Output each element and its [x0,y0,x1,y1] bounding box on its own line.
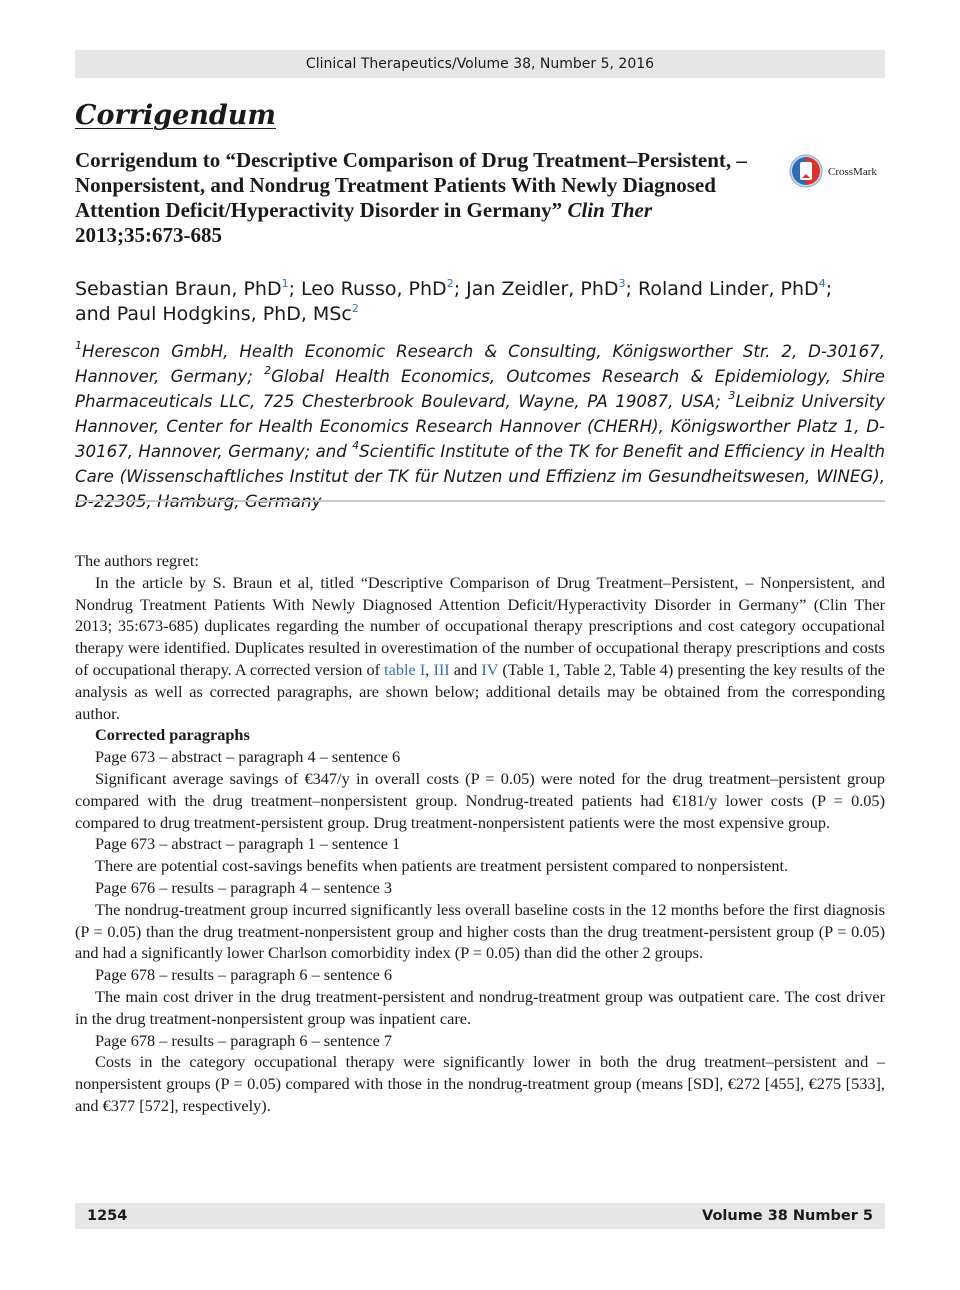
journal-header-bar [75,50,885,78]
crossmark-label: CrossMark [828,166,877,178]
author-list: Sebastian Braun, PhD$^1$; Leo Russo, PhD$^2$; Jan Zeidler, PhD$^3$; Roland Linder, PhD$^4$; and Paul Hodgkins, PhD, MSc$^2$ [75,277,833,325]
body-paragraph: In the article by S. Braun et al, titled “Descriptive Comparison of Drug Treatment–Persistent, – Nonpersistent, and Nondrug Treatment Patients With Newly Diagnosed Attention Deficit/Hyperactivity Disorder in Germany” (Clin Ther 2013; 35:673-685) duplicates regarding the number of occupational therapy prescriptions and cost category occupational therapy were identified. Duplicates resulted in overestimation of the number of occupational therapy prescriptions and costs of occupational therapy. A corrected version of table I, III and IV (Table 1, Table 2, Table 4) presenting the key results of the analysis as well as corrected paragraphs, are shown below; additional details may be obtained from the corresponding author. [75,572,886,723]
author-affiliation-ref[interactable]: 2 [351,302,359,315]
author-name: Roland Linder, PhD [637,278,819,300]
title-main: Corrigendum to “Descriptive Comparison of Drug Treatment–Persistent, – Nonpersistent, and Nondrug Treatment Patients With Newly Diagnosed Attention Deficit/Hyperactivity Disorder in Germany” [75,148,747,222]
section-label: Corrigendum [75,100,276,131]
affiliation-number: 4 [352,439,360,452]
corrected-text: Costs in the category occupational therapy were significantly lower in both the drug treatment–persistent and –nonpersistent groups (P = 0.05) compared with those in the nondrug-treatment group (means [SD], €272 [455], €275 [533], and €377 [572], respectively). [75,1052,885,1115]
affiliation-text: Global Health Economics, Outcomes Research & Epidemiology, Shire Pharmaceuticals LLC, 725 Chesterbrook Boulevard, Wayne, PA 19087, USA; [75,367,885,411]
page-reference: Page 678 – results – paragraph 6 – sentence 6 [95,965,393,985]
affiliation-number: 3 [728,389,736,402]
table-link[interactable]: table I [384,659,426,679]
section-divider [75,500,885,502]
corrected-text: The main cost driver in the drug treatment-persistent and nondrug-treatment group was outpatient care. The cost driver in the drug treatment-nonpersistent group was inpatient care. [75,986,885,1028]
page-reference: Page 676 – results – paragraph 4 – sentence 3 [95,877,393,897]
affiliation-number: 1 [75,339,82,352]
page-number: 1254 [87,1208,128,1224]
page-footer-bar [75,1203,885,1229]
crossmark-badge[interactable] [788,152,888,192]
title-citation: 2013;35:673-685 [75,223,222,247]
article-title [75,148,765,248]
table-link[interactable]: III [433,659,450,679]
author-affiliation-ref[interactable]: 4 [818,277,826,290]
author-name: Leo Russo, PhD [301,278,447,300]
affiliation-text: Scientific Institute of the TK for Benefit and Efficiency in Health Care (Wissenschaftliches Institut der TK für Nutzen und Effizienz im Gesundheitswesen, WINEG), D-22305, Hamburg, Germany [75,442,885,511]
author-name: Jan Zeidler, PhD [466,278,619,300]
affiliations [75,339,885,514]
corrected-text: There are potential cost-savings benefits when patients are treatment persistent compared to nonpersistent. [95,856,789,876]
affiliation-text: Leibniz University Hannover, Center for Health Economics Research Hannover (CHERH), Königsworther Platz 1, D-30167, Hannover, Germany; and [75,392,886,461]
author-affiliation-ref[interactable]: 1 [281,277,289,290]
author-affiliation-ref[interactable]: 2 [446,277,454,290]
corrected-text: Significant average savings of €347/y in overall costs (P = 0.05) were noted for the drug treatment–persistent group compared with the drug treatment–nonpersistent group. Nondrug-treated patients had €181/y lower costs (P = 0.05) compared to drug treatment-persistent group. Drug treatment-nonpersistent patients were the most expensive group. [75,768,885,832]
intro-line: The authors regret: [75,551,199,570]
volume-label: Volume 38 Number 5 [702,1208,873,1224]
page-reference: Page 673 – abstract – paragraph 4 – sentence 6 [95,747,401,767]
table-link[interactable]: IV [481,659,499,679]
article-body [75,550,885,1117]
corrected-heading: Corrected paragraphs [95,725,250,745]
title-journal: Clin Ther [567,198,653,222]
page-reference: Page 673 – abstract – paragraph 1 – sentence 1 [95,834,401,854]
crossmark-icon [788,153,824,191]
corrected-text: The nondrug-treatment group incurred significantly less overall baseline costs in the 12 months before the first diagnosis (P = 0.05) than the drug treatment-nonpersistent group and higher costs than the drug treatment-persistent group (P = 0.05) and had a significantly lower Charlson comorbidity index (P = 0.05) than did the other 2 groups. [75,899,885,963]
page-reference: Page 678 – results – paragraph 6 – sentence 7 [95,1030,393,1050]
affiliation-text: Herescon GmbH, Health Economic Research & Consulting, Königsworther Str. 2, D-30167, Hannover, Germany; [75,342,885,386]
journal-line: Clinical Therapeutics/Volume 38, Number 5, 2016 [305,56,655,72]
author-name: Sebastian Braun, PhD [75,278,282,300]
author-name: and Paul Hodgkins, PhD, MSc [75,303,352,325]
affiliation-number: 2 [264,364,272,377]
author-affiliation-ref[interactable]: 3 [618,277,626,290]
